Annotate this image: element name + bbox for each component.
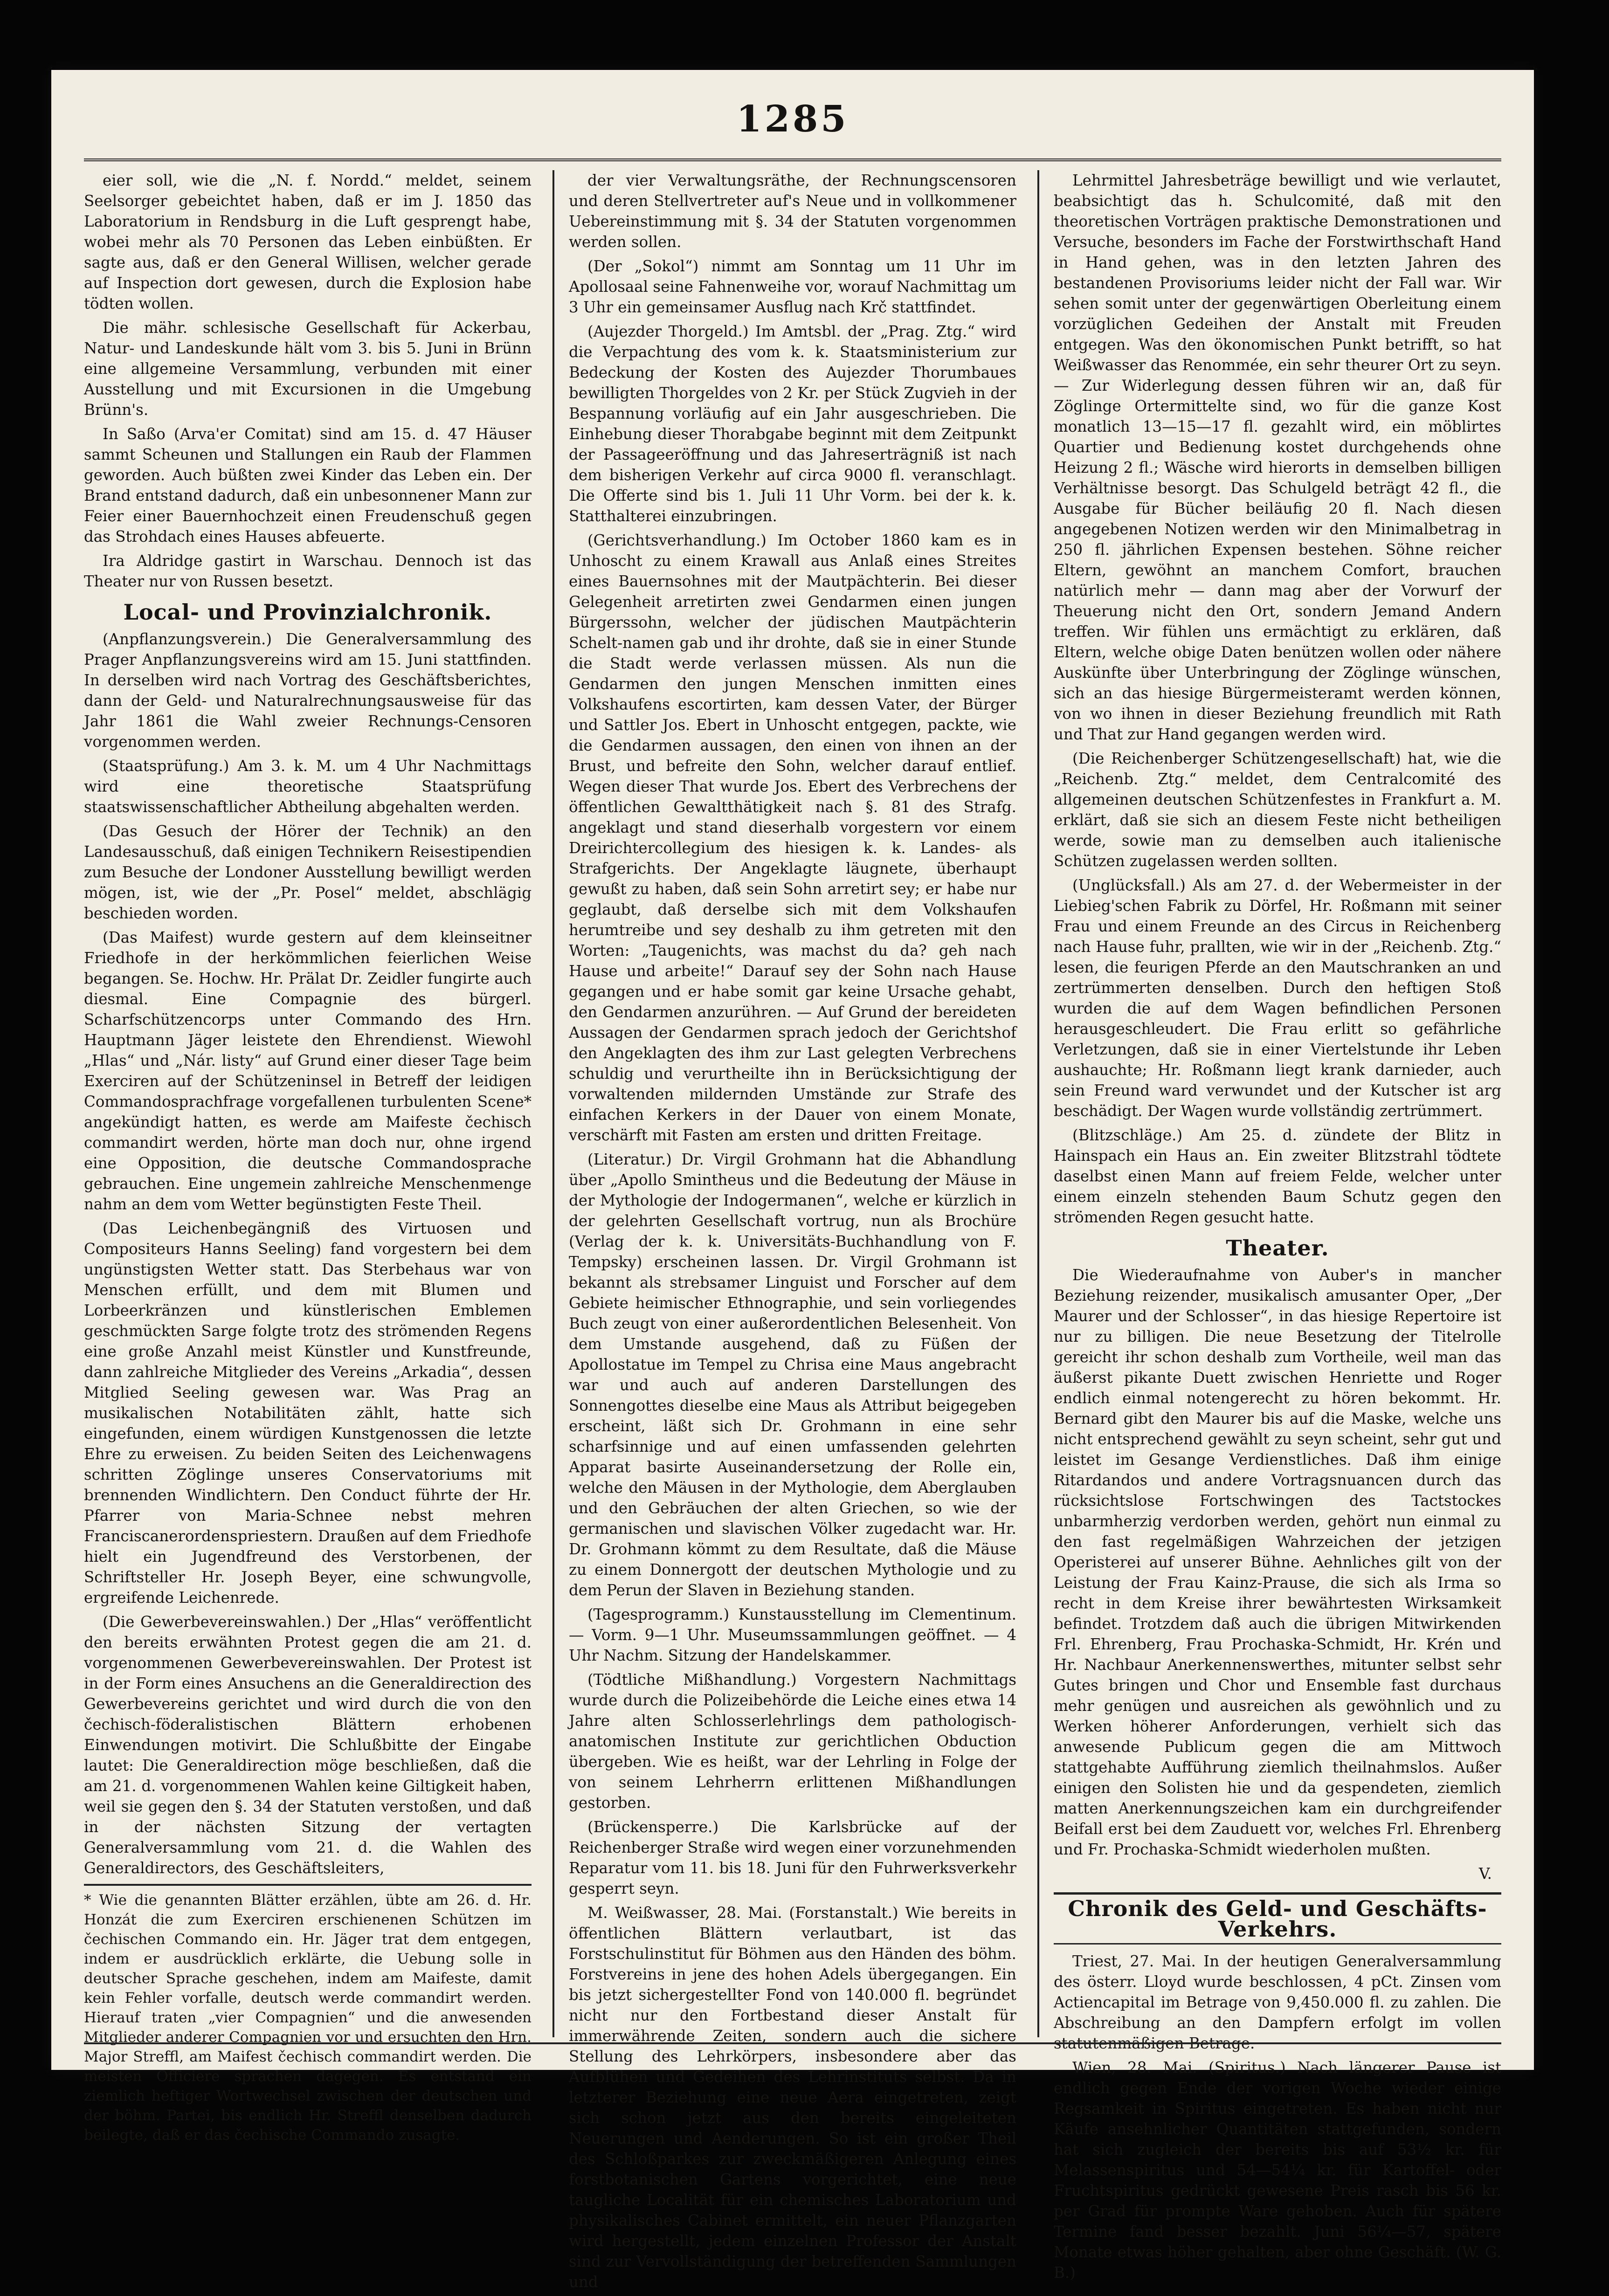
article-literatur: (Literatur.) Dr. Virgil Grohmann hat die Abhandlung über „Apollo Smintheus und die Bedeutung der Mäuse in der Mythologie der Indogermanen“, welche er kürzlich in der gelehrten Gesellschaft vortrug, nun als Brochüre (Verlag der k. k. Universitäts-Buchhandlung von F. Tempsky) erscheinen lassen. Dr. Virgil Grohmann ist bekannt als strebsamer Linguist und Forscher auf dem Gebiete heimischer Ethnographie, und sein vorliegendes Buch zeugt von einer außerordentlichen Belesenheit. Von dem Umstande ausgehend, daß zu Füßen der Apollostatue im Tempel zu Chrisa eine Maus angebracht war und auch auf anderen Darstellungen des Sonnengottes dieselbe eine Maus als Attribut beigegeben erscheint, läßt sich Dr. Grohmann in eine sehr scharfsinnige und auf einen umfassenden gelehrten Apparat basirte Auseinandersetzung der Rolle ein, welche den Mäusen in der Mythologie, dem Aberglauben und den Gebräuchen der alten Griechen, so wie der germanischen und slavischen Völker zugedacht war. Hr. Dr. Grohmann kömmt zu dem Resultate, daß die Mäuse zu einem Donnergott der deutschen Mythologie und zu dem Perun der Slaven in Beziehung standen. — [569, 1151, 1016, 1599]
article-schuetzen: (Die Reichenberger Schützengesellschaft) hat, wie die „Reichenb. Ztg.“ meldet, dem Centralcomité des allgemeinen deutschen Schützenfestes in Frankfurt a. M. erklärt, daß sie sich an diesem Feste nicht betheiligen werde, sowie man zu demselben auch italienische Schützen zugelassen werden sollten. — [1054, 750, 1501, 870]
article-ungluecksfall: (Unglücksfall.) Als am 27. d. der Webermeister in der Liebieg'schen Fabrik zu Dörfel, Hr. Roßmann mit seiner Frau und einem Freunde an des Circus in Reichenberg nach Hause fuhr, prallten, wie wir in der „Reichenb. Ztg.“ lesen, die feurigen Pferde an den Mautschranken an und zertrümmerten denselben. Durch den heftigen Stoß wurden die auf dem Wagen befindlichen Personen herausgeschleudert. Die Frau erlitt so gefährliche Verletzungen, daß sie in einer Viertelstunde ihr Leben aushauchte; Hr. Roßmann liegt krank darnieder, auch sein Freund ward verwundet und der Kutscher ist arg beschädigt. Der Wagen wurde vollständig zertrümmert. — [1054, 876, 1501, 1120]
article-continued: der vier Verwaltungsräthe, der Rechnungscensoren und deren Stellvertreter auf's Neue und in vollkommener Uebereinstimmung mit §. 34 der Statuten vorgenommen werden sollen. — [569, 172, 1016, 251]
article-sokol: (Der „Sokol“) nimmt am Sonntag um 11 Uhr im Apollosaal seine Fahnenweihe vor, worauf Nachmittag um 3 Uhr ein gemeinsamer Ausflug nach Krč stattfindet. — [569, 257, 1016, 316]
section-heading-local: Local- und Provinzialchronik. — [123, 600, 492, 625]
article-gericht: (Gerichtsverhandlung.) Im October 1860 kam es in Unhoscht zu einem Krawall aus Anlaß eines Streites eines Bauernsohnes mit der Mautpächterin. Bei dieser Gelegenheit arretirten zwei Gendarmen einen jungen Bürgerssohn, welcher der jüdischen Mautpächterin Schelt-namen gab und ihr drohte, daß sie in einer Stunde die Stadt werde verlassen müssen. Als nun die Gendarmen den jungen Menschen inmitten eines Volkshaufens escortirten, kam dessen Vater, der Bürger und Sattler Jos. Ebert in Unhoscht entgegen, packte, wie die Gendarmen aussagen, den einen von ihnen an der Brust, und befreite den Sohn, welcher darauf entlief. Wegen dieser That wurde Jos. Ebert des Verbrechens der öffentlichen Gewaltthätigkeit nach §. 81 des Strafg. angeklagt und stand dieserhalb vorgestern vor einem Dreirichtercollegium des hiesigen k. k. Landes- als Strafgerichts. Der Angeklagte läugnete, überhaupt gewußt zu haben, daß sein Sohn arretirt sey; er habe nur geglaubt, daß derselbe sich mit dem Volkshaufen herumtreibe und sey deshalb zu ihm getreten mit den Worten: „Taugenichts, was machst du da? geh nach Hause und arbeite!“ Darauf sey der Sohn nach Hause gegangen und er habe somit gar keine Ursache gehabt, den Gendarmen anzurühren. — Auf Grund der bereideten Aussagen der Gendarmen sprach jedoch der Gerichtshof den Angeklagten des ihm zur Last gelegten Verbrechens schuldig und verurtheilte ihn in Berücksichtigung der vorwaltenden mildernden Umstände zur Strafe des einfachen Kerkers in der Dauer von einem Monate, verschärft mit Fasten am ersten und dritten Freitage. — [569, 531, 1016, 1144]
article-staatspruefung: (Staatsprüfung.) Am 3. k. M. um 4 Uhr Nachmittags wird eine theoretische Staatsprüfung staatswissenschaftlicher Abtheilung abgehalten werden. — [84, 757, 532, 816]
section-heading-theater: Theater. — [1226, 1235, 1329, 1261]
article-triest: Triest, 27. Mai. In der heutigen Generalversammlung des österr. Lloyd wurde beschlossen, 4 pCt. Zinsen vom Actiencapital im Betrage von 9,450.000 fl. zu zahlen. Die Abschreibung an den Dampfern erfolgt im vollen statutenmäßigen Betrage. — [1054, 1952, 1501, 2052]
section-heading-chronik: Chronik des Geld- und Geschäfts-Verkehrs. — [1054, 1892, 1501, 1944]
header-rule — [84, 159, 1501, 161]
article-seeling: (Das Leichenbegängniß des Virtuosen und Compositeurs Hanns Seeling) fand vorgestern bei dem ungünstigsten Wetter statt. Das Sterbehaus war von Menschen erfüllt, und dem mit Blumen und Lorbeerkränzen und künstlerischen Emblemen geschmückten Sarge folgte trotz des strömenden Regens eine große Anzahl meist Künstler und Kunstfreunde, dann zahlreiche Mitglieder des Vereins „Arkadia“, dessen Mitglied Seeling gewesen war. Was Prag an musikalischen Notabilitäten zählt, hatte sich eingefunden, einem würdigen Kunstgenossen die letzte Ehre zu erweisen. Zu beiden Seiten des Leichenwagens schritten Zöglinge unseres Conservatoriums mit brennenden Windlichtern. Den Conduct führte der Hr. Pfarrer von Maria-Schnee nebst mehren Franciscanerordenspriestern. Draußen auf dem Friedhofe hielt ein Jugendfreund des Verstorbenen, der Schriftsteller Hr. Joseph Beyer, eine schwungvolle, ergreifende Leichenrede. — [84, 1220, 532, 1607]
article-theater: Die Wiederaufnahme von Auber's in mancher Beziehung reizender, musikalisch amusanter Oper, „Der Maurer und der Schlosser“, in das hiesige Repertoire ist nur zu billigen. Die neue Besetzung der Titelrolle gereicht ihr schon deshalb zum Vortheile, weil man das äußerst pikante Duett zwischen Henriette und Roger endlich einmal notengerecht zu hören bekommt. Hr. Bernard gibt den Maurer bis auf die Maske, welche uns nicht entsprechend gewählt zu seyn scheint, sehr gut und leistet im Gesange Verdienstliches. Daß ihm einige Ritardandos und andere Vortragsnuancen durch das rücksichtslose Fortschwingen des Tactstockes unbarmherzig verdorben werden, gehört nun einmal zu den fast regelmäßigen Wahrzeichen der jetzigen Operisterei auf unserer Bühne. Aehnliches gilt von der Leistung der Frau Kainz-Prause, die sich als Irma so recht in dem Kreise ihrer bewährtesten Wirksamkeit befindet. Trotzdem daß auch die übrigen Mitwirkenden Frl. Ehrenberg, Frau Prochaska-Schmidt, Hr. Krén und Hr. Nachbaur Anerkennenswerthes, mitunter selbst sehr Gutes bringen und Chor und Ensemble fast durchaus mehr genügen und ausreichen als gewöhnlich und zu Werken höherer Anforderungen, verhielt sich das anwesende Publicum gegen die am Mittwoch stattgehabte Aufführung ziemlich theilnahmslos. Außer einigen den Solisten hie und da gespendeten, ziemlich matten Anerkennungszeichen kam ein durchgreifender Beifall erst bei dem Zauduett vor, welches Frl. Ehrenberg und Fr. Prochaska-Schmidt wiederholen mußten. — [1054, 1266, 1501, 1858]
column-rule-1 — [552, 170, 554, 2037]
column-rule-2 — [1037, 170, 1039, 2037]
newspaper-page — [51, 70, 1534, 2291]
article-forstschule-continued: Lehrmittel Jahresbeträge bewilligt und wie verlautet, beabsichtigt das h. Schulcomité, daß mit den theoretischen Vorträgen praktische Demonstrationen und Versuche, besonders im Fache der Forstwirthschaft Hand in Hand gehen, was in den letzten Jahren des bestandenen Provisoriums leider nicht der Fall war. Wir sehen somit unter der gegenwärtigen Oberleitung einem vorzüglichen Gedeihen der Anstalt mit Freuden entgegen. Was den ökonomischen Punkt betrifft, so hat Weißwasser das Renommée, ein sehr theurer Ort zu seyn. — Zur Widerlegung dessen führen wir an, daß für Zöglinge Ortermittelte sind, wo für die ganze Kost monatlich 13—15—17 fl. gezahlt wird, ein möblirtes Quartier und Bedienung kostet durchgehends ohne Heizung 2 fl.; Wäsche wird hierorts in demselben billigen Verhältnisse besorgt. Das Schulgeld beträgt 42 fl., die Ausgabe für Bücher beiläufig 20 fl. Nach diesen angegebenen Notizen werden wir den Minimalbetrag in 250 fl. jährlichen Expensen bestehen. Söhne reicher Eltern, gewöhnt an manchem Comfort, brauchen natürlich mehr — dann mag aber der Vorwurf der Theuerung nicht den Ort, sondern Jemand Andern treffen. Wir fühlen uns ermächtigt zu erklären, daß Eltern, welche obige Daten benützen wollen oder nähere Auskünfte über Unterbringung der Zöglinge wünschen, sich an das hiesige Bürgermeisteramt werden können, von wo ihnen in dieser Beziehung freundlich mit Rath und That zur Hand gegangen werden wird. — [1054, 172, 1501, 743]
theater-signature: V. — [1478, 1865, 1492, 1882]
article-weisswasser: M. Weißwasser, 28. Mai. (Forstanstalt.) Wie bereits in öffentlichen Blättern verlautbart, ist das Forstschulinstitut für Böhmen aus den Händen des böhm. Forstvereins in jene des hohen Adels übergegangen. Ein bis jetzt sichergestellter Fond von 140.000 fl. begründet nicht nur den Fortbestand dieser Anstalt für immerwährende Zeiten, sondern auch die sichere Stellung des Lehrkörpers, insbesondere aber das Aufblühen und Gedeihen des Lehrinstituts selbst. Da in letzterer Beziehung eine neue Aera eingetreten, zeigt sich schon jetzt aus den bereits eingeleiteten Neuerungen und Aenderungen. So ist ein großer Theil des Schloßparkes zur zweckmäßigeren Anlegung eines forstbotanischen Gartens vorgerichtet, eine neue taugliche Localität für ein chemisches Laboratorium und physikalisches Cabinet ermittelt, ein neuer Pflanzgarten wird hergestellt, jedem einzelnen Professor der Anstalt sind zur Vervollständigung der betreffenden Sammlungen und — [569, 1904, 1016, 2291]
article-anpflanzungsverein: (Anpflanzungsverein.) Die Generalversammlung des Prager Anpflanzungsvereins wird am 15. Juni stattfinden. In derselben wird nach Vortrag des Geschäftsberichtes, dann der Geld- und Naturalrechnungsausweise für das Jahr 1861 die Wahl zweier Rechnungs-Censoren vorgenommen werden. — [84, 630, 532, 751]
article-tagesprogramm: (Tagesprogramm.) Kunstausstellung im Clementinum. — Vorm. 9—1 Uhr. Museumssammlungen geöffnet. — 4 Uhr Nachm. Sitzung der Handelskammer. — [569, 1606, 1016, 1664]
article-wien-spiritus: Wien, 28. Mai. (Spiritus.) Nach längerer Pause ist endlich gegen Ende der vorigen Woche wieder einige Regsamkeit in Spiritus eingetreten. Es haben nicht nur Käufe ansehnlicher Quantitäten stattgefunden, sondern hat sich zugleich der bereits bis auf 53½ kr. für Melassenspiritus und 54—54¼ kr. für Kartoffel- oder Fruchtspiritus gedrückt gewesene Preis rasch bis 56 kr. per Grad für prompte Ware gehoben. Auch für spätere Termine fand besser bezahlt. Juni 56¼—57, spätere Monate etwas höher gehalten, aber ohne Geschäft. (W. G. B.) — [1054, 2059, 1501, 2282]
column-1 — [84, 170, 532, 2145]
footnote: * Wie die genannten Blätter erzählen, übte am 26. d. Hr. Honzát die zum Exerciren erschienenen Schützen im čechischen Commando ein. Hr. Jäger trat dem entgegen, indem er ausdrücklich erklärte, die Uebung solle in deutscher Sprache geschehen, indem am Maifeste, damit kein Fehler vorfalle, deutsch werde commandirt werden. Hierauf traten „vier Compagnien“ und die anwesenden Mitglieder anderer Compagnien vor und ersuchten den Hrn. Major Streffl, am Maifest čechisch commandirt werden. Die meisten Officiere sprachen dagegen. Es entstand ein ziemlich heftiger Wortwechsel zwischen der deutschen und der böhm. Partei, bis endlich Hr. Streffl denselben dadurch beilegte, daß er das čechische Commando zusagte. — [84, 1884, 532, 2145]
article-sasso-fire: In Saßo (Arva'er Comitat) sind am 15. d. 47 Häuser sammt Scheunen und Stallungen ein Raub der Flammen geworden. Auch büßten zwei Kinder das Leben ein. Der Brand entstand dadurch, daß ein unbesonnener Mann zur Feier einer Bauernhochzeit einen Freudenschuß gegen das Strohdach eines Hauses abfeuerte. — [84, 425, 532, 545]
article-gesellschaft: Die mähr. schlesische Gesellschaft für Ackerbau, Natur- und Landeskunde hält vom 3. bis 5. Juni in Brünn eine allgemeine Versammlung, verbunden mit einer Ausstellung und mit Excursionen in die Umgebung Brünn's. — [84, 319, 532, 419]
article-technik: (Das Gesuch der Hörer der Technik) an den Landesausschuß, daß einigen Technikern Reisestipendien zum Besuche der Londoner Ausstellung bewilligt werden mögen, ist, wie der „Pr. Posel“ meldet, abschlägig beschieden worden. — [84, 822, 532, 922]
footer-rule — [84, 2042, 1501, 2044]
page-number: 1285 — [736, 98, 849, 140]
article-blitz: (Blitzschläge.) Am 25. d. zündete der Blitz in Hainspach ein Haus an. Ein zweiter Blitzstrahl tödtete daselbst einen Mann auf freiem Felde, welcher unter einem einzeln stehenden Baum Schutz gegen den strömenden Regen gesucht hatte. — [1054, 1126, 1501, 1226]
article-thorgeld: (Aujezder Thorgeld.) Im Amtsbl. der „Prag. Ztg.“ wird die Verpachtung des vom k. k. Staatsministerium zur Bedeckung der Kosten des Aujezder Thorumbaues bewilligten Thorgeldes von 2 Kr. per Stück Zugvieh in der Bespannung vorläufig auf ein Jahr ausgeschrieben. Die Einhebung dieser Thorabgabe beginnt mit dem Zeitpunkt der Passageeröffnung und das Jahreserträgniß ist nach dem bisherigen Verkehr auf circa 9000 fl. veranschlagt. Die Offerte sind bis 1. Juli 11 Uhr Vorm. bei der k. k. Statthalterei einzubringen. — [569, 323, 1016, 525]
article-maifest: (Das Maifest) wurde gestern auf dem kleinseitner Friedhofe in der herkömmlichen feierlichen Weise begangen. Se. Hochw. Hr. Prälat Dr. Zeidler fungirte auch diesmal. Eine Compagnie des bürgerl. Scharfschützencorps unter Commando des Hrn. Hauptmann Jäger leistete den Ehrendienst. Wiewohl „Hlas“ und „Nár. listy“ auf Grund einer dieser Tage beim Exerciren auf der Schützeninsel in Betreff der leidigen Commandosprachfrage vorgefallenen turbulenten Scene* angekündigt hatten, es werde am Maifeste čechisch commandirt werden, hörte man doch nur, ohne irgend eine Opposition, die deutsche Commandosprache gebrauchen. Eine ungemein zahlreiche Menschenmenge nahm an dem vom Wetter begünstigten Feste Theil. — [84, 929, 532, 1213]
column-3 — [1054, 170, 1501, 2287]
article-rendsburg: eier soll, wie die „N. f. Nordd.“ meldet, seinem Seelsorger gebeichtet haben, daß er im J. 1850 das Laboratorium in Rendsburg in die Luft gesprengt habe, wobei mehr als 70 Personen das Leben einbüßten. Er sagte aus, daß er den General Willisen, welcher gerade auf Inspection dort gewesen, durch die Explosion habe tödten wollen. — [84, 172, 532, 312]
column-2 — [569, 170, 1016, 2296]
article-brueckensperre: (Brückensperre.) Die Karlsbrücke auf der Reichenberger Straße wird wegen einer vorzunehmenden Reparatur vom 11. bis 18. Juni für den Fuhrwerksverkehr gesperrt seyn. — [569, 1818, 1016, 1897]
article-gewerbeverein: (Die Gewerbevereinswahlen.) Der „Hlas“ veröffentlicht den bereits erwähnten Protest gegen die am 21. d. vorgenommenen Gewerbevereinswahlen. Der Protest ist in der Form eines Ansuchens an die Generaldirection des Gewerbevereins gerichtet und wird durch die von den čechisch-föderalistischen Blättern erhobenen Einwendungen motivirt. Die Schlußbitte der Eingabe lautet: Die Generaldirection möge beschließen, daß die am 21. d. vorgenommenen Wahlen keine Giltigkeit haben, weil sie gegen den §. 34 der Statuten verstoßen, und daß in der nächsten Sitzung der vertagten Generalversammlung vom 21. d. die Wahlen des Generaldirectors, des Geschäftsleiters, — [84, 1613, 532, 1877]
article-misshandlung: (Tödtliche Mißhandlung.) Vorgestern Nachmittags wurde durch die Polizeibehörde die Leiche eines etwa 14 Jahre alten Schlosserlehrlings dem pathologisch-anatomischen Institute zur gerichtlichen Obduction übergeben. Wie es heißt, war der Lehrling in Folge der von seinem Lehrherrn erlittenen Mißhandlungen gestorben. — [569, 1671, 1016, 1812]
article-aldridge: Ira Aldridge gastirt in Warschau. Dennoch ist das Theater nur von Russen besetzt. — [84, 552, 532, 590]
